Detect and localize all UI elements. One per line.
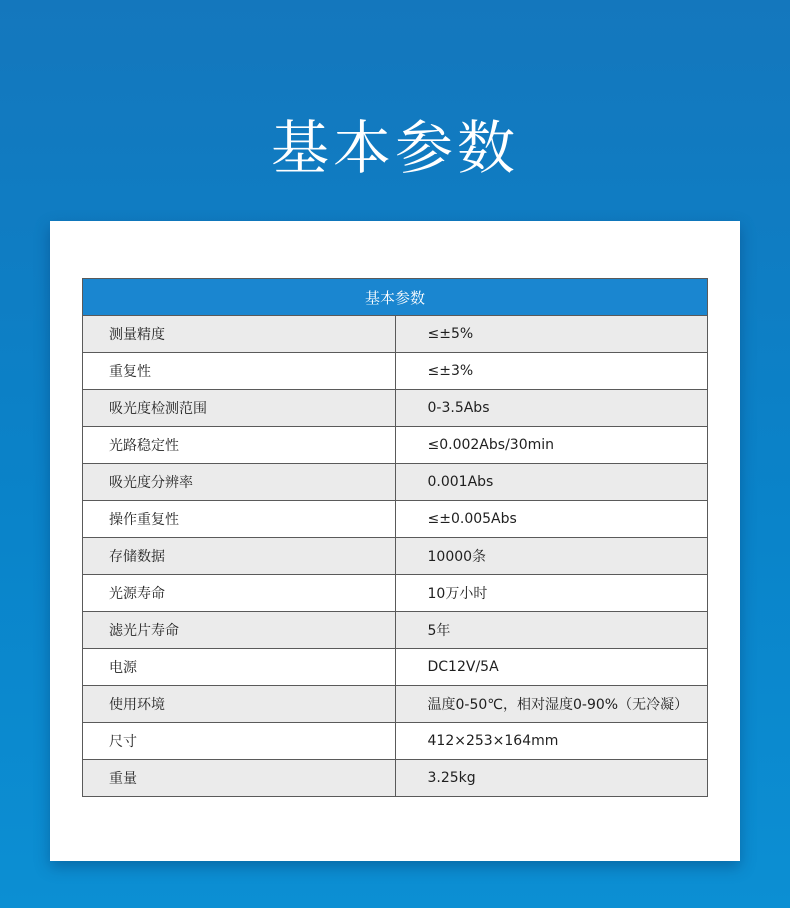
- param-label: 重复性: [83, 353, 396, 390]
- table-row: [83, 760, 708, 797]
- table-row: [83, 390, 708, 427]
- table-row: [83, 723, 708, 760]
- param-value: ≤±0.005Abs: [395, 501, 708, 538]
- table-row: [83, 464, 708, 501]
- param-value: 0-3.5Abs: [395, 390, 708, 427]
- param-value: ≤0.002Abs/30min: [395, 427, 708, 464]
- param-value: DC12V/5A: [395, 649, 708, 686]
- page-title: 基本参数: [270, 114, 519, 182]
- param-label: 使用环境: [83, 686, 396, 723]
- param-value: 412×253×164mm: [395, 723, 708, 760]
- param-value: 10000条: [395, 538, 708, 575]
- param-label: 重量: [83, 760, 396, 797]
- table-header: 基本参数: [83, 279, 708, 316]
- table-row: [83, 575, 708, 612]
- param-label: 光源寿命: [83, 575, 396, 612]
- param-value: ≤±5%: [395, 316, 708, 353]
- param-value: ≤±3%: [395, 353, 708, 390]
- parameters-table: [82, 278, 708, 797]
- param-value: 3.25kg: [395, 760, 708, 797]
- param-value: 0.001Abs: [395, 464, 708, 501]
- table-header-row: [83, 279, 708, 316]
- param-label: 存储数据: [83, 538, 396, 575]
- param-label: 光路稳定性: [83, 427, 396, 464]
- table-row: [83, 612, 708, 649]
- param-value: 5年: [395, 612, 708, 649]
- param-label: 吸光度分辨率: [83, 464, 396, 501]
- table-row: [83, 538, 708, 575]
- param-value: 10万小时: [395, 575, 708, 612]
- param-label: 滤光片寿命: [83, 612, 396, 649]
- parameters-card: [50, 221, 740, 861]
- param-value: 温度0-50℃，相对湿度0-90%（无冷凝）: [395, 686, 708, 723]
- param-label: 电源: [83, 649, 396, 686]
- table-row: [83, 649, 708, 686]
- table-row: [83, 501, 708, 538]
- param-label: 尺寸: [83, 723, 396, 760]
- param-label: 测量精度: [83, 316, 396, 353]
- param-label: 操作重复性: [83, 501, 396, 538]
- table-row: [83, 353, 708, 390]
- table-row: [83, 316, 708, 353]
- param-label: 吸光度检测范围: [83, 390, 396, 427]
- table-row: [83, 686, 708, 723]
- table-row: [83, 427, 708, 464]
